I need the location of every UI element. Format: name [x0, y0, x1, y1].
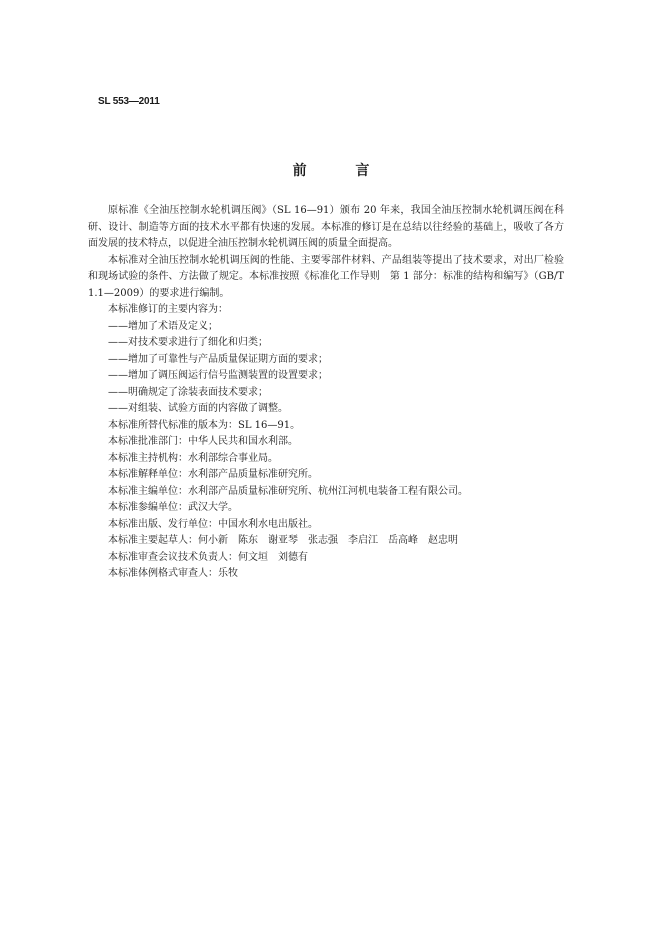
page-title: 前 言	[292, 163, 392, 179]
revision-item: ——对技术要求进行了细化和归类；	[108, 337, 268, 348]
revision-item: ——对组装、试验方面的内容做了调整。	[108, 403, 288, 414]
standard-code: SL 553—2011	[98, 96, 160, 107]
participating-unit-line: 本标准参编单位：武汉大学。	[108, 502, 238, 513]
interpretation-unit-line: 本标准解释单位：水利部产品质量标准研究所。	[108, 469, 318, 480]
drafters-line: 本标准主要起草人：何小新 陈东 谢亚琴 张志强 李启江 岳高峰 赵忠明	[108, 535, 458, 546]
revision-intro-line: 本标准修订的主要内容为：	[108, 304, 228, 315]
format-reviewer-line: 本标准体例格式审查人：乐牧	[108, 568, 238, 579]
revision-item: ——明确规定了涂装表面技术要求；	[108, 386, 268, 398]
publisher-line: 本标准出版、发行单位：中国水利水电出版社。	[108, 518, 318, 530]
chief-editor-unit-line: 本标准主编单位：水利部产品质量标准研究所、杭州江河机电装备工程有限公司。	[108, 485, 468, 497]
document-body	[88, 203, 564, 583]
approval-department-line: 本标准批准部门：中华人民共和国水利部。	[108, 436, 298, 447]
revision-item: ——增加了可靠性与产品质量保证期方面的要求；	[108, 353, 328, 365]
paragraph-intro: 原标准《全油压控制水轮机调压阀》（SL 16—91）颁布 20 年来，我国全油压控制水轮机调压阀在科研、设计、制造等方面的技术水平都有快速的发展。本标准的修订是在总结以往经验的基础上，吸收了各方面发展的技术特点，以促进全油压控制水轮机调压阀的质量全面提高。	[88, 205, 564, 249]
review-lead-line: 本标准审查会议技术负责人：何文垣 刘德有	[108, 551, 308, 563]
revision-item: ——增加了调压阀运行信号监测装置的设置要求；	[108, 370, 328, 381]
revision-item: ——增加了术语及定义；	[108, 320, 218, 332]
replaced-standard-line: 本标准所替代标准的版本为：SL 16—91。	[108, 419, 301, 431]
hosting-organization-line: 本标准主持机构：水利部综合事业局。	[108, 452, 278, 464]
paragraph-scope: 本标准对全油压控制水轮机调压阀的性能、主要零部件材料、产品组装等提出了技术要求，对出厂检验和现场试验的条件、方法做了规定。本标准按照《标准化工作导则 第 1 部分：标准的结构和编写》（GB/T 1.1—2009）的要求进行编制。	[88, 254, 564, 299]
